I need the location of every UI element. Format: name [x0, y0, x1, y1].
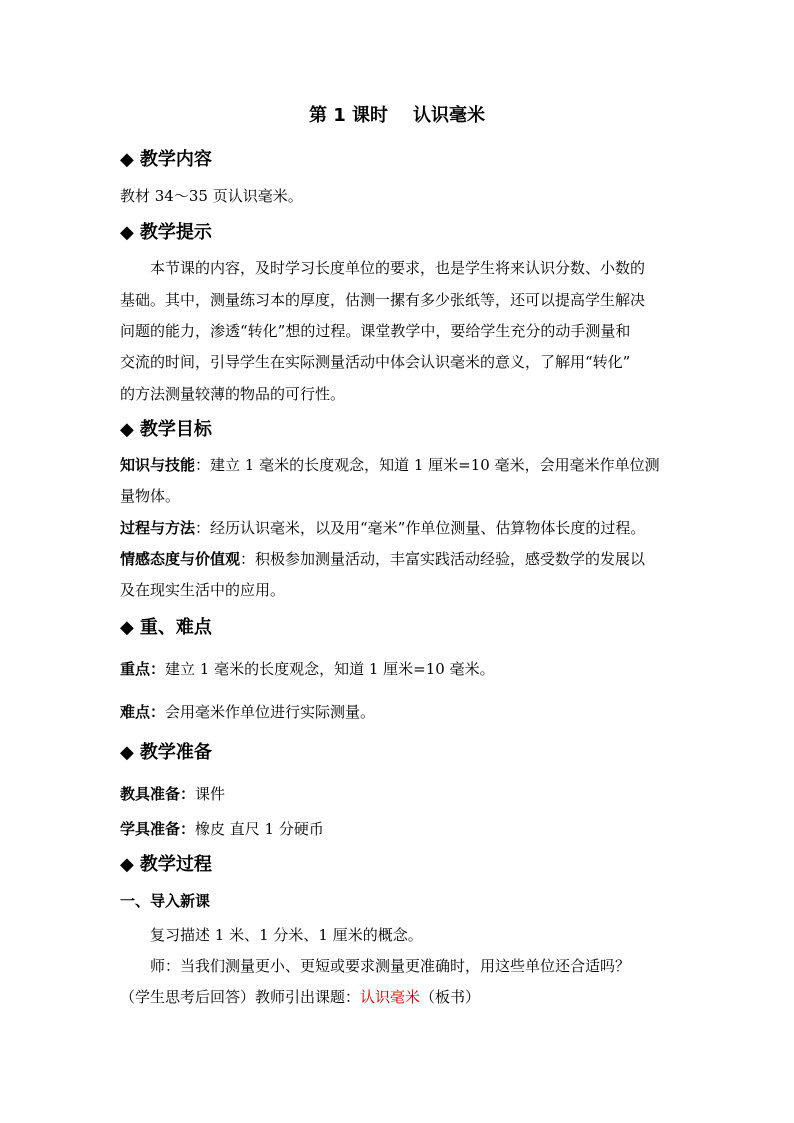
process-review-line: 复习描述 1 米、1 分米、1 厘米的概念。 [150, 926, 423, 944]
hint-line: 问题的能力，渗透“转化”想的过程。课堂教学中，要给学生充分的动手测量和 [120, 322, 631, 340]
process-topic-prefix: （学生思考后回答）教师引出课题： [120, 988, 361, 1006]
goal-emotion-label: 情感态度与价值观 [120, 550, 241, 568]
goal-process-text: ：经历认识毫米，以及用“毫米”作单位测量、估算物体长度的过程。 [195, 519, 646, 537]
student-prep-text: 橡皮 直尺 1 分硬币 [195, 820, 324, 838]
hint-line: 基础。其中，测量练习本的厚度，估测一摞有多少张纸等，还可以提高学生解决 [120, 291, 646, 309]
heading-teaching-prep [120, 741, 212, 765]
diamond-bullet-icon: ◆ [120, 742, 134, 763]
student-prep-label: 学具准备： [120, 820, 196, 838]
heading-teaching-goals [120, 418, 212, 442]
diamond-bullet-icon: ◆ [120, 617, 134, 638]
heading-text: 重、难点 [139, 617, 212, 638]
goal-emotion-continued: 及在现实生活中的应用。 [120, 581, 286, 599]
difficult-point-text: 会用毫米作单位进行实际测量。 [165, 703, 376, 721]
hint-line: 本节课的内容，及时学习长度单位的要求，也是学生将来认识分数、小数的 [150, 259, 646, 277]
diamond-bullet-icon: ◆ [120, 419, 134, 440]
heading-teaching-hint [120, 221, 212, 245]
hint-line: 交流的时间，引导学生在实际测量活动中体会认识毫米的意义，了解用“转化” [120, 353, 631, 371]
process-teacher-question: 师：当我们测量更小、更短或要求测量更准确时，用这些单位还合适吗？ [150, 957, 631, 975]
hint-line: 的方法测量较薄的物品的可行性。 [120, 385, 346, 403]
goal-process-line [120, 518, 645, 538]
goal-knowledge-text: ：建立 1 毫米的长度观念，知道 1 厘米=10 毫米，会用毫米作单位测 [195, 456, 660, 474]
heading-text: 教学准备 [139, 742, 212, 763]
teacher-prep-line [120, 784, 225, 804]
goal-knowledge-label: 知识与技能 [120, 456, 196, 474]
heading-key-points [120, 616, 212, 640]
process-topic-highlight: 认识毫米 [360, 988, 421, 1006]
process-topic-suffix: （板书） [420, 988, 481, 1006]
goal-emotion-line [120, 549, 645, 569]
student-prep-line [120, 819, 324, 839]
process-step-one: 一、导入新课 [120, 892, 211, 910]
heading-teaching-content [120, 148, 212, 172]
difficult-point-label: 难点： [120, 703, 166, 721]
diamond-bullet-icon: ◆ [120, 222, 134, 243]
teaching-content-text: 教材 34～35 页认识毫米。 [120, 187, 303, 205]
diamond-bullet-icon: ◆ [120, 854, 134, 875]
heading-text: 教学内容 [139, 149, 212, 170]
goal-process-label: 过程与方法 [120, 519, 196, 537]
heading-text: 教学过程 [139, 854, 212, 875]
goal-emotion-text: ：积极参加测量活动，丰富实践活动经验，感受数学的发展以 [240, 550, 646, 568]
goal-knowledge-line [120, 455, 660, 475]
heading-text: 教学目标 [139, 419, 212, 440]
goal-knowledge-continued: 量物体。 [120, 487, 181, 505]
key-point-line [120, 659, 495, 679]
teacher-prep-text: 课件 [195, 785, 226, 803]
diamond-bullet-icon: ◆ [120, 149, 134, 170]
lesson-title: 第 1 课时 认识毫米 [308, 105, 486, 126]
process-topic-line [120, 987, 480, 1007]
key-point-text: 建立 1 毫米的长度观念，知道 1 厘米=10 毫米。 [165, 660, 495, 678]
key-point-label: 重点： [120, 660, 166, 678]
heading-text: 教学提示 [139, 222, 212, 243]
teacher-prep-label: 教具准备： [120, 785, 196, 803]
difficult-point-line [120, 702, 375, 722]
heading-teaching-process [120, 853, 212, 877]
